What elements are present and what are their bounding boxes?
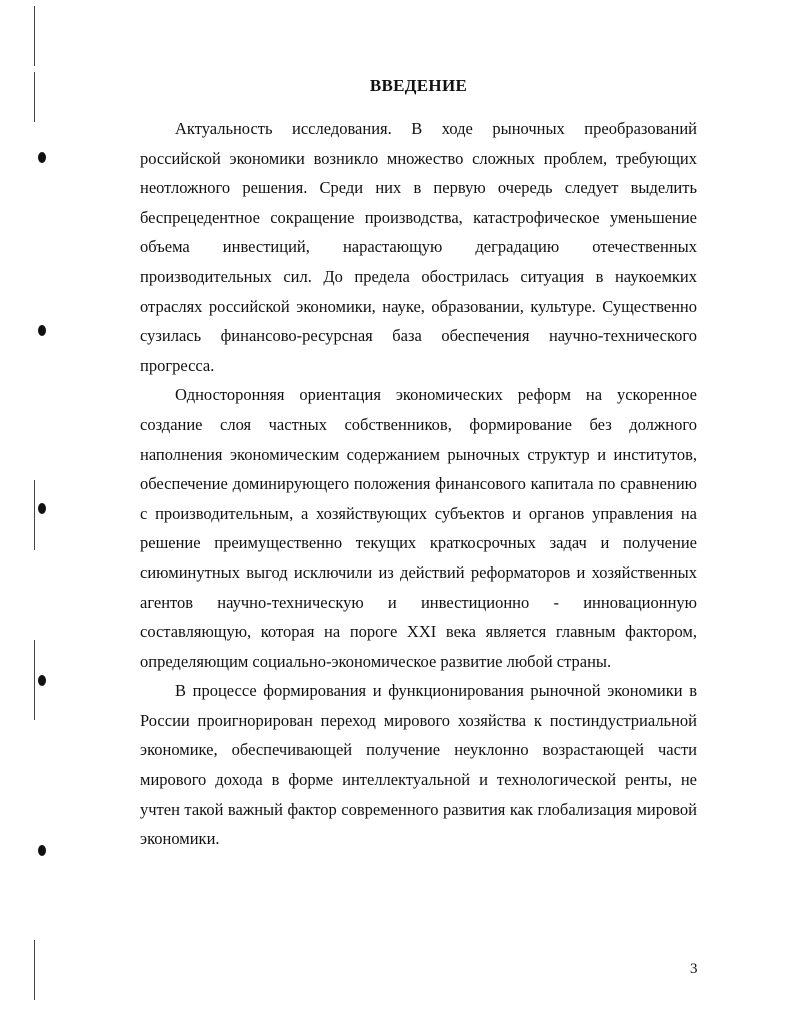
scan-edge-line	[34, 480, 35, 550]
paragraph: В процессе формирования и функционирования рыночной экономики в России проигнорирован переход мирового хозяйства к постиндустриальной экономике, обеспечивающей получение неуклонно возрастающей части мирового дохода в форме интеллектуальной и технологической ренты, не учтен такой важный фактор современного развития как глобализация мировой экономики.	[140, 681, 697, 849]
scan-edge-line	[34, 640, 35, 720]
scan-edge-line	[34, 6, 35, 66]
binder-hole-mark	[38, 503, 46, 514]
page-heading: ВВЕДЕНИЕ	[369, 76, 468, 95]
paragraph: Односторонняя ориентация экономических реформ на ускоренное создание слоя частных собственников, формирование без должного наполнения экономическим содержанием рыночных структур и институтов, обеспечение доминирующего положения финансового капитала по сравнению с производительным, а хозяйствующих субъектов и органов управления на решение преимущественно текущих краткосрочных задач и получение сиюминутных выгод исключили из действий реформаторов и хозяйственных агентов научно-техническую и инвестиционно - инновационную составляющую, которая на пороге XXI века является главным фактором, определяющим социально-экономическое развитие любой страны.	[140, 385, 697, 671]
binder-hole-mark	[38, 152, 46, 163]
page-number: 3	[690, 961, 698, 977]
scan-edge-line	[34, 940, 35, 1000]
binder-hole-mark	[38, 845, 46, 856]
scan-edge-line	[34, 72, 35, 122]
paragraph: Актуальность исследования. В ходе рыночных преобразований российской экономики возникло множество сложных проблем, требующих неотложного решения. Среди них в первую очередь следует выделить беспрецедентное сокращение производства, катастрофическое уменьшение объема инвестиций, нарастающую деградацию отечественных производительных сил. До предела обострилась ситуация в наукоемких отраслях российской экономики, науке, образовании, культуре. Существенно сузилась финансово-ресурсная база обеспечения научно-технического прогресса.	[140, 119, 697, 375]
body-text	[140, 114, 697, 854]
binder-hole-mark	[38, 325, 46, 336]
binder-hole-mark	[38, 675, 46, 686]
